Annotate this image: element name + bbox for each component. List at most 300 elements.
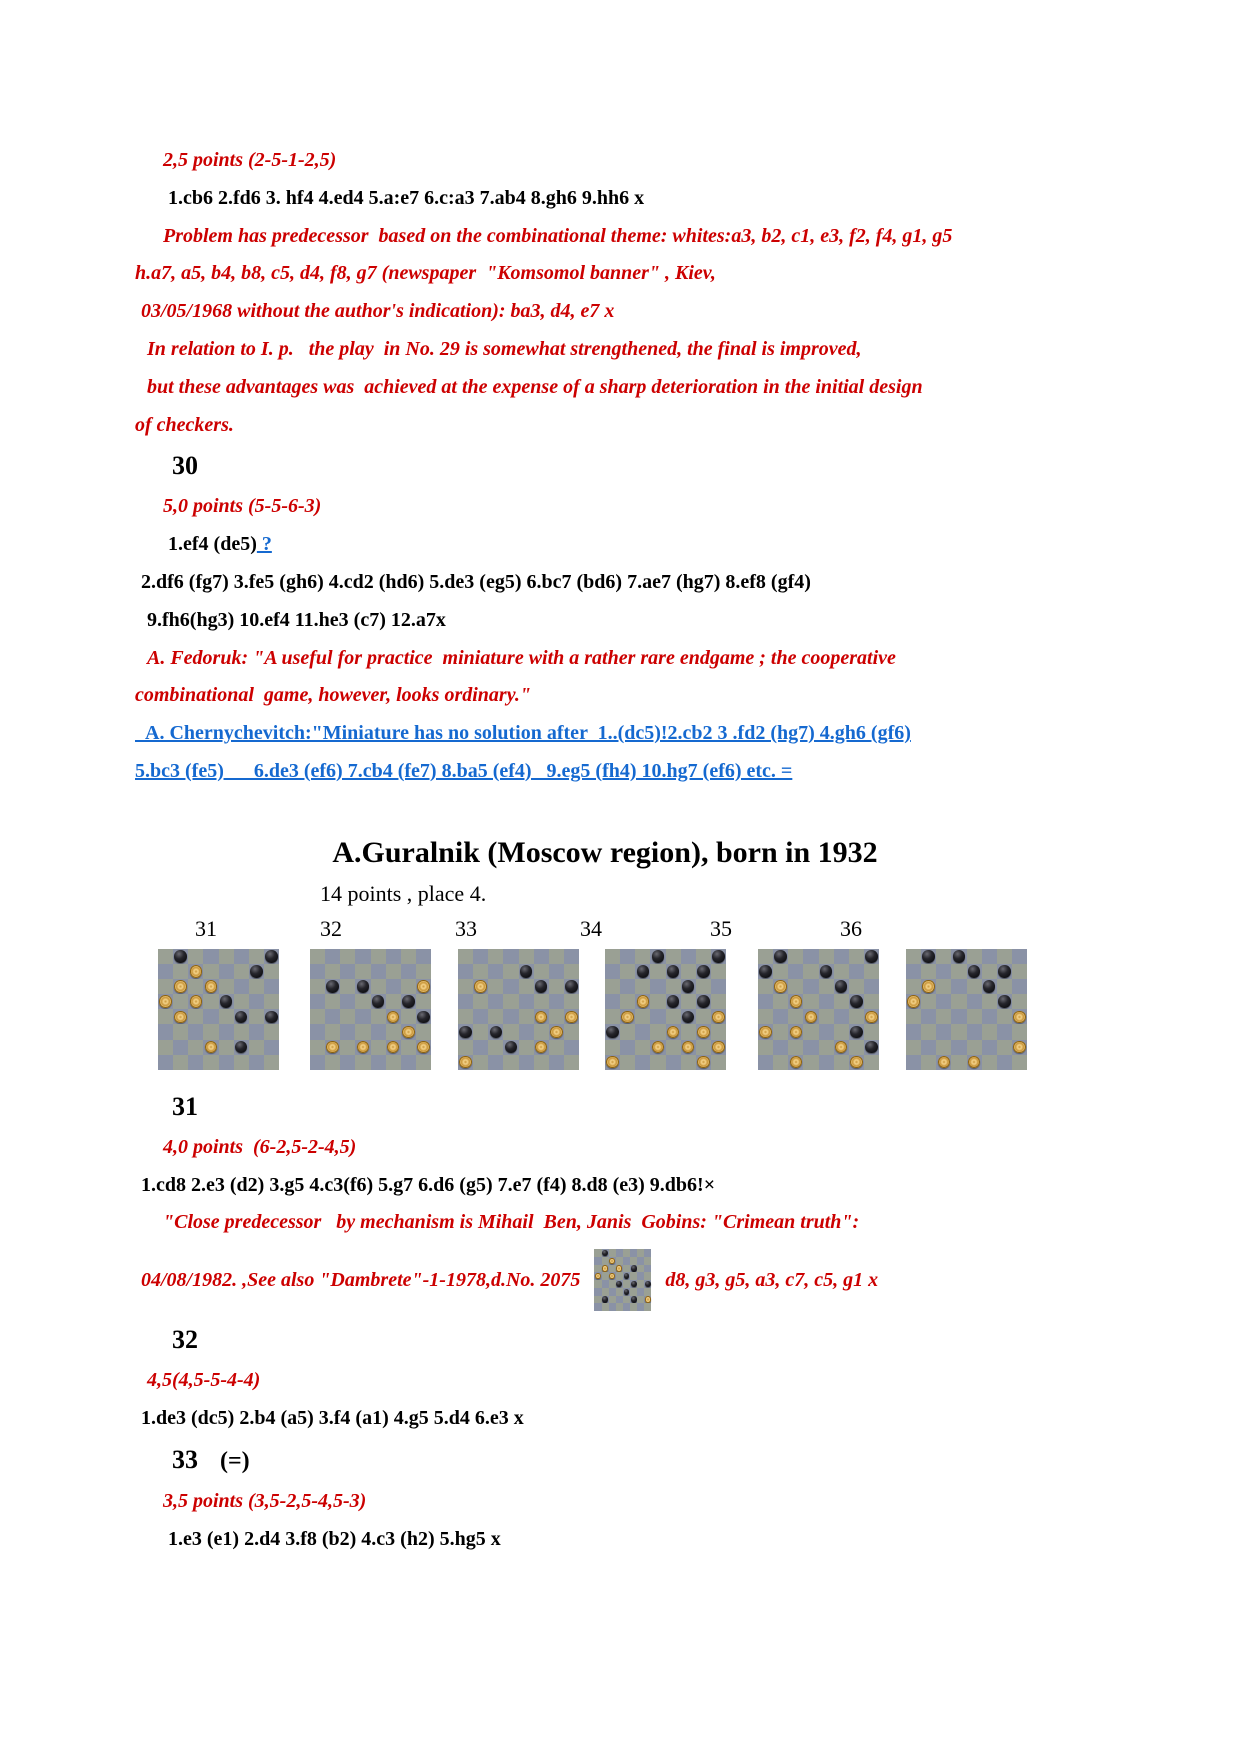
board-square [967, 1009, 982, 1024]
board-square [158, 964, 173, 979]
problem30-move-2: 2.df6 (fg7) 3.fe5 (gh6) 4.cd2 (hd6) 5.de3 (eg5) 6.bc7 (bd6) 7.ae7 (hg7) 8.ef8 (gf4) [141, 570, 811, 593]
board-square [416, 1055, 431, 1070]
black-checker [968, 965, 980, 977]
board-square [788, 964, 803, 979]
board-square [696, 1055, 711, 1070]
board-square [921, 949, 936, 964]
board-square [696, 964, 711, 979]
board-square [264, 949, 279, 964]
board-square [355, 964, 370, 979]
board-square [711, 1040, 726, 1055]
white-checker [790, 1056, 802, 1068]
board-square [234, 994, 249, 1009]
board-square [605, 994, 620, 1009]
board-square [921, 994, 936, 1009]
board-square [564, 994, 579, 1009]
board-square [681, 1024, 696, 1039]
board-square [773, 1040, 788, 1055]
board-square [635, 949, 650, 964]
black-checker [520, 965, 532, 977]
board-square [637, 1265, 644, 1273]
board-square [982, 1040, 997, 1055]
board-square [488, 964, 503, 979]
board-square [650, 1040, 665, 1055]
board-square [458, 964, 473, 979]
board-square [473, 949, 488, 964]
black-checker [265, 1011, 277, 1023]
board-square [249, 949, 264, 964]
board-square [711, 994, 726, 1009]
board-square [921, 1009, 936, 1024]
board-square [594, 1257, 601, 1265]
board-square [458, 1009, 473, 1024]
white-checker [190, 995, 202, 1007]
board-square [325, 1040, 340, 1055]
white-checker [205, 980, 217, 992]
board-square [234, 1024, 249, 1039]
board-square [519, 949, 534, 964]
board-square [188, 1009, 203, 1024]
board-square [602, 1303, 609, 1311]
board-square [355, 1040, 370, 1055]
white-checker [190, 965, 202, 977]
board-square [681, 1009, 696, 1024]
problem29-points: 2,5 points (2-5-1-2,5) [163, 149, 337, 171]
checkers-board-35 [758, 949, 879, 1070]
black-checker [667, 965, 679, 977]
board-square [609, 1296, 616, 1304]
problem31-solution: 1.cd8 2.e3 (d2) 3.g5 4.c3(f6) 5.g7 6.d6 (g5) 7.e7 (f4) 8.d8 (e3) 9.db6!× [141, 1173, 716, 1196]
board-square [711, 949, 726, 964]
board-square [310, 994, 325, 1009]
board-square [681, 979, 696, 994]
board-square [519, 1040, 534, 1055]
board-square [864, 949, 879, 964]
problem32-solution: 1.de3 (dc5) 2.b4 (a5) 3.f4 (a1) 4.g5 5.d4 6.e3 x [141, 1406, 524, 1429]
white-checker [417, 1041, 429, 1053]
board-square [602, 1288, 609, 1296]
board-square [264, 1055, 279, 1070]
board-square [630, 1249, 637, 1257]
board-square [371, 949, 386, 964]
black-checker [624, 1273, 630, 1279]
board-square [549, 979, 564, 994]
board-square [401, 1009, 416, 1024]
board-square [386, 1009, 401, 1024]
board-square [666, 994, 681, 1009]
white-checker [565, 1011, 577, 1023]
board-square [819, 979, 834, 994]
white-checker [621, 1011, 633, 1023]
board-square [644, 1249, 651, 1257]
board-square [982, 1055, 997, 1070]
white-checker [850, 1056, 862, 1068]
board-square [864, 1040, 879, 1055]
board-square [602, 1257, 609, 1265]
board-square [758, 979, 773, 994]
board-square [620, 1055, 635, 1070]
problem31-comment-1: "Close predecessor by mechanism is Mihail Ben, Janis Gobins: "Crimean truth": [163, 1211, 860, 1234]
black-checker [174, 950, 186, 962]
board-square [473, 979, 488, 994]
board-square [416, 994, 431, 1009]
problem29-comment-3: 03/05/1968 without the author's indication): ba3, d4, e7 x [141, 300, 615, 323]
board-square [982, 949, 997, 964]
board-square [458, 949, 473, 964]
board-square [982, 994, 997, 1009]
black-checker [682, 1011, 694, 1023]
board-square [635, 994, 650, 1009]
black-checker [697, 965, 709, 977]
board-square [386, 964, 401, 979]
board-square [623, 1288, 630, 1296]
board-square [203, 949, 218, 964]
white-checker [697, 1026, 709, 1038]
board-square [325, 964, 340, 979]
board-square [488, 1009, 503, 1024]
board-square [982, 979, 997, 994]
board-square [371, 1024, 386, 1039]
board-square [173, 994, 188, 1009]
board-square [549, 1024, 564, 1039]
black-checker [372, 995, 384, 1007]
board-square [819, 949, 834, 964]
board-square [623, 1265, 630, 1273]
board-square [340, 979, 355, 994]
board-square [906, 964, 921, 979]
black-checker [606, 1026, 618, 1038]
board-square [173, 1040, 188, 1055]
chernychevitch-comment-1[interactable]: A. Chernychevitch:"Miniature has no solution after 1..(dc5)!2.cb2 3 .fd2 (hg7) 4.gh6 (gf6) [135, 722, 911, 745]
board-square [173, 1009, 188, 1024]
board-square [936, 1009, 951, 1024]
board-square [158, 994, 173, 1009]
board-square [834, 1055, 849, 1070]
black-checker [712, 950, 724, 962]
board-square [637, 1296, 644, 1304]
board-square [458, 994, 473, 1009]
board-square [594, 1280, 601, 1288]
board-square [158, 1009, 173, 1024]
board-square [616, 1280, 623, 1288]
board-square [681, 1055, 696, 1070]
board-square [849, 1009, 864, 1024]
board-square [325, 1024, 340, 1039]
board-square [386, 994, 401, 1009]
board-square [534, 1009, 549, 1024]
black-checker [998, 965, 1010, 977]
board-square [325, 1009, 340, 1024]
white-checker [609, 1258, 615, 1264]
black-checker [652, 950, 664, 962]
board-square [906, 1055, 921, 1070]
board-square [219, 949, 234, 964]
black-checker [998, 995, 1010, 1007]
board-square [249, 1024, 264, 1039]
black-checker [865, 950, 877, 962]
board-square [630, 1265, 637, 1273]
board-square [325, 994, 340, 1009]
board-square [549, 1055, 564, 1070]
board-square [997, 949, 1012, 964]
board-square [534, 1024, 549, 1039]
board-square [264, 1009, 279, 1024]
diagram-label-33: 33 [455, 915, 477, 941]
board-square [609, 1288, 616, 1296]
board-square [819, 1040, 834, 1055]
board-square [758, 1024, 773, 1039]
white-checker [205, 1041, 217, 1053]
board-square [951, 1024, 966, 1039]
board-square [635, 1024, 650, 1039]
board-square [849, 1024, 864, 1039]
board-square [1012, 1055, 1027, 1070]
board-square [219, 1040, 234, 1055]
checkers-board-33 [458, 949, 579, 1070]
board-square [773, 994, 788, 1009]
board-square [936, 1040, 951, 1055]
board-square [519, 979, 534, 994]
problem31-comment-2 [135, 1242, 1135, 1318]
black-checker [835, 980, 847, 992]
board-square [371, 1009, 386, 1024]
board-square [644, 1265, 651, 1273]
board-square [997, 979, 1012, 994]
board-square [249, 1009, 264, 1024]
board-square [534, 994, 549, 1009]
board-square [696, 1024, 711, 1039]
white-checker [938, 1056, 950, 1068]
board-square [173, 949, 188, 964]
board-square [488, 1024, 503, 1039]
board-square [249, 994, 264, 1009]
board-square [967, 1024, 982, 1039]
board-square [401, 1055, 416, 1070]
board-square [416, 979, 431, 994]
board-square [711, 979, 726, 994]
board-square [696, 994, 711, 1009]
white-checker [616, 1265, 622, 1271]
white-checker [667, 1026, 679, 1038]
board-square [519, 1055, 534, 1070]
board-square [951, 979, 966, 994]
white-checker [326, 1041, 338, 1053]
board-square [650, 949, 665, 964]
board-square [696, 1040, 711, 1055]
black-checker [682, 980, 694, 992]
board-square [644, 1272, 651, 1280]
board-square [711, 964, 726, 979]
board-square [834, 949, 849, 964]
white-checker [682, 1041, 694, 1053]
board-square [602, 1280, 609, 1288]
board-square [594, 1288, 601, 1296]
board-square [371, 964, 386, 979]
problem33-draw-mark: (=) [220, 1447, 250, 1474]
board-square [473, 1055, 488, 1070]
board-square [773, 1009, 788, 1024]
board-square [173, 979, 188, 994]
problem29-comment-5: but these advantages was achieved at the expense of a sharp deterioration in the initial design [147, 375, 923, 398]
white-checker [535, 1011, 547, 1023]
black-checker [616, 1281, 622, 1287]
problem29-comment-6: of checkers. [135, 413, 234, 436]
board-square [906, 1024, 921, 1039]
black-checker [953, 950, 965, 962]
white-checker [159, 995, 171, 1007]
fedoruk-comment-2: combinational game, however, looks ordinary." [135, 684, 531, 707]
board-square [355, 979, 370, 994]
white-checker [602, 1265, 608, 1271]
board-square [564, 1009, 579, 1024]
board-square [503, 1040, 518, 1055]
board-square [819, 1024, 834, 1039]
question-mark-link[interactable]: ? [256, 533, 272, 556]
board-square [906, 1040, 921, 1055]
white-checker [652, 1041, 664, 1053]
black-checker [235, 1041, 247, 1053]
board-square [637, 1280, 644, 1288]
board-square [803, 964, 818, 979]
board-square [620, 994, 635, 1009]
board-square [819, 1055, 834, 1070]
board-square [635, 1040, 650, 1055]
board-square [158, 1055, 173, 1070]
board-square [616, 1257, 623, 1265]
board-square [620, 1009, 635, 1024]
board-square [650, 1024, 665, 1039]
board-square [803, 1024, 818, 1039]
board-square [623, 1280, 630, 1288]
board-square [605, 1040, 620, 1055]
black-checker [850, 995, 862, 1007]
board-square [605, 964, 620, 979]
board-square [594, 1272, 601, 1280]
board-square [188, 964, 203, 979]
board-square [936, 949, 951, 964]
board-square [666, 964, 681, 979]
board-square [203, 1055, 218, 1070]
board-square [534, 949, 549, 964]
board-square [310, 949, 325, 964]
board-square [666, 1040, 681, 1055]
black-checker [983, 980, 995, 992]
board-square [488, 979, 503, 994]
board-square [773, 1055, 788, 1070]
white-checker [922, 980, 934, 992]
problem30-move-1-text: 1.ef4 (de5) [168, 533, 257, 556]
board-square [249, 1055, 264, 1070]
white-checker [1013, 1011, 1025, 1023]
board-square [473, 994, 488, 1009]
board-square [534, 1040, 549, 1055]
problem29-solution: 1.cb6 2.fd6 3. hf4 4.ed4 5.a:e7 6.c:a3 7.ab4 8.gh6 9.hh6 x [168, 186, 645, 209]
fedoruk-comment-1: A. Fedoruk: "A useful for practice miniature with a rather rare endgame ; the cooperative [147, 646, 896, 669]
board-square [416, 949, 431, 964]
board-square [773, 964, 788, 979]
board-square [758, 994, 773, 1009]
board-square [623, 1303, 630, 1311]
board-square [982, 1009, 997, 1024]
board-square [401, 1040, 416, 1055]
board-square [355, 1055, 370, 1070]
board-square [967, 979, 982, 994]
diagram-label-35: 35 [710, 915, 732, 941]
board-square [711, 1009, 726, 1024]
board-square [623, 1296, 630, 1304]
board-square [630, 1288, 637, 1296]
board-square [534, 964, 549, 979]
board-square [864, 979, 879, 994]
board-square [234, 1040, 249, 1055]
board-square [488, 949, 503, 964]
board-square [834, 964, 849, 979]
white-checker [645, 1296, 651, 1302]
board-square [188, 1024, 203, 1039]
board-square [264, 964, 279, 979]
board-square [803, 1009, 818, 1024]
board-square [997, 994, 1012, 1009]
chernychevitch-comment-2[interactable]: 5.bc3 (fe5) 6.de3 (ef6) 7.cb4 (fe7) 8.ba5 (ef4) 9.eg5 (fh4) 10.hg7 (ef6) etc. = [135, 759, 793, 782]
board-square [849, 949, 864, 964]
board-square [473, 1024, 488, 1039]
board-square [921, 1055, 936, 1070]
white-checker [174, 1011, 186, 1023]
board-square [371, 1040, 386, 1055]
board-square [605, 949, 620, 964]
board-square [219, 1009, 234, 1024]
board-square [386, 979, 401, 994]
board-square [371, 979, 386, 994]
board-square [773, 979, 788, 994]
board-square [234, 949, 249, 964]
white-checker [595, 1273, 601, 1279]
board-square [758, 1040, 773, 1055]
board-square [696, 1009, 711, 1024]
board-square [637, 1272, 644, 1280]
board-square [519, 994, 534, 1009]
board-square [864, 994, 879, 1009]
problem29-comment-2: h.a7, a5, b4, b8, c5, d4, f8, g7 (newspaper "Komsomol banner" , Kiev, [135, 262, 716, 285]
board-square [264, 994, 279, 1009]
problem32-number: 32 [172, 1325, 198, 1355]
board-square [340, 1040, 355, 1055]
board-square [864, 964, 879, 979]
board-square [849, 964, 864, 979]
board-square [605, 979, 620, 994]
board-square [666, 1055, 681, 1070]
board-square [264, 1024, 279, 1039]
board-square [386, 1055, 401, 1070]
board-square [630, 1257, 637, 1265]
board-square [188, 949, 203, 964]
board-square [609, 1257, 616, 1265]
board-square [834, 994, 849, 1009]
black-checker [357, 980, 369, 992]
board-square [488, 1040, 503, 1055]
board-square [906, 979, 921, 994]
problem33-solution: 1.e3 (e1) 2.d4 3.f8 (b2) 4.c3 (h2) 5.hg5 x [168, 1527, 501, 1550]
board-square [594, 1249, 601, 1257]
white-checker [774, 980, 786, 992]
white-checker [387, 1011, 399, 1023]
black-checker [417, 1011, 429, 1023]
board-square [951, 964, 966, 979]
board-square [864, 1009, 879, 1024]
board-square [340, 964, 355, 979]
board-square [188, 994, 203, 1009]
board-square [549, 994, 564, 1009]
